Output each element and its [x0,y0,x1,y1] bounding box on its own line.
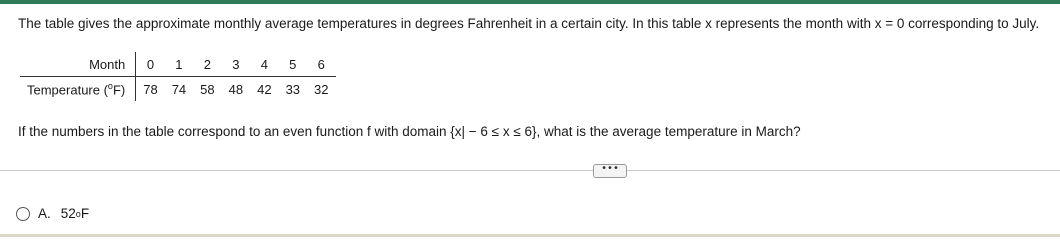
row-label-pre: Temperature ( [27,82,108,98]
problem-statement: The table gives the approximate monthly average temperatures in degrees Fahrenheit in a certain city. In this table x represents the month with x = 0 corresponding to July. [18,16,1040,31]
row-label-temperature [20,77,136,102]
section-divider [0,170,1060,171]
choice-unit: F [80,206,90,221]
row-label-month: Month [20,52,136,77]
row-label-post: F) [112,82,126,98]
degree-symbol: o [75,208,81,219]
temperature-cell: 78 [143,81,158,97]
table-row-month [20,52,336,77]
expand-more-button[interactable]: ••• [593,164,627,178]
month-cell: 1 [165,52,193,77]
header-bar [0,0,1060,4]
choice-value: 52 [60,206,76,221]
question-text: If the numbers in the table correspond to an even function f with domain {x| − 6 ≤ x ≤ 6}, what is the average temperature in March? [18,124,801,139]
answer-choice-a[interactable] [16,206,89,221]
radio-button-icon[interactable] [16,207,30,221]
choice-letter: A. [38,206,51,221]
month-cell: 6 [307,52,335,77]
month-cell: 3 [222,52,250,77]
temperature-cell: 48 [228,81,244,97]
degree-symbol: o [107,80,113,91]
month-cell: 2 [193,52,221,77]
temperature-cell: 74 [171,81,187,97]
month-cell: 4 [250,52,278,77]
table-row-temperature [20,77,336,102]
temperature-cell: 42 [257,81,272,97]
temperature-cell: 58 [200,81,215,97]
temperature-cell: 33 [285,81,301,97]
bottom-strip [0,234,1060,237]
month-cell: 5 [279,52,307,77]
month-cell: 0 [136,52,165,77]
temperature-table [20,52,336,101]
temperature-cell: 32 [314,81,329,97]
